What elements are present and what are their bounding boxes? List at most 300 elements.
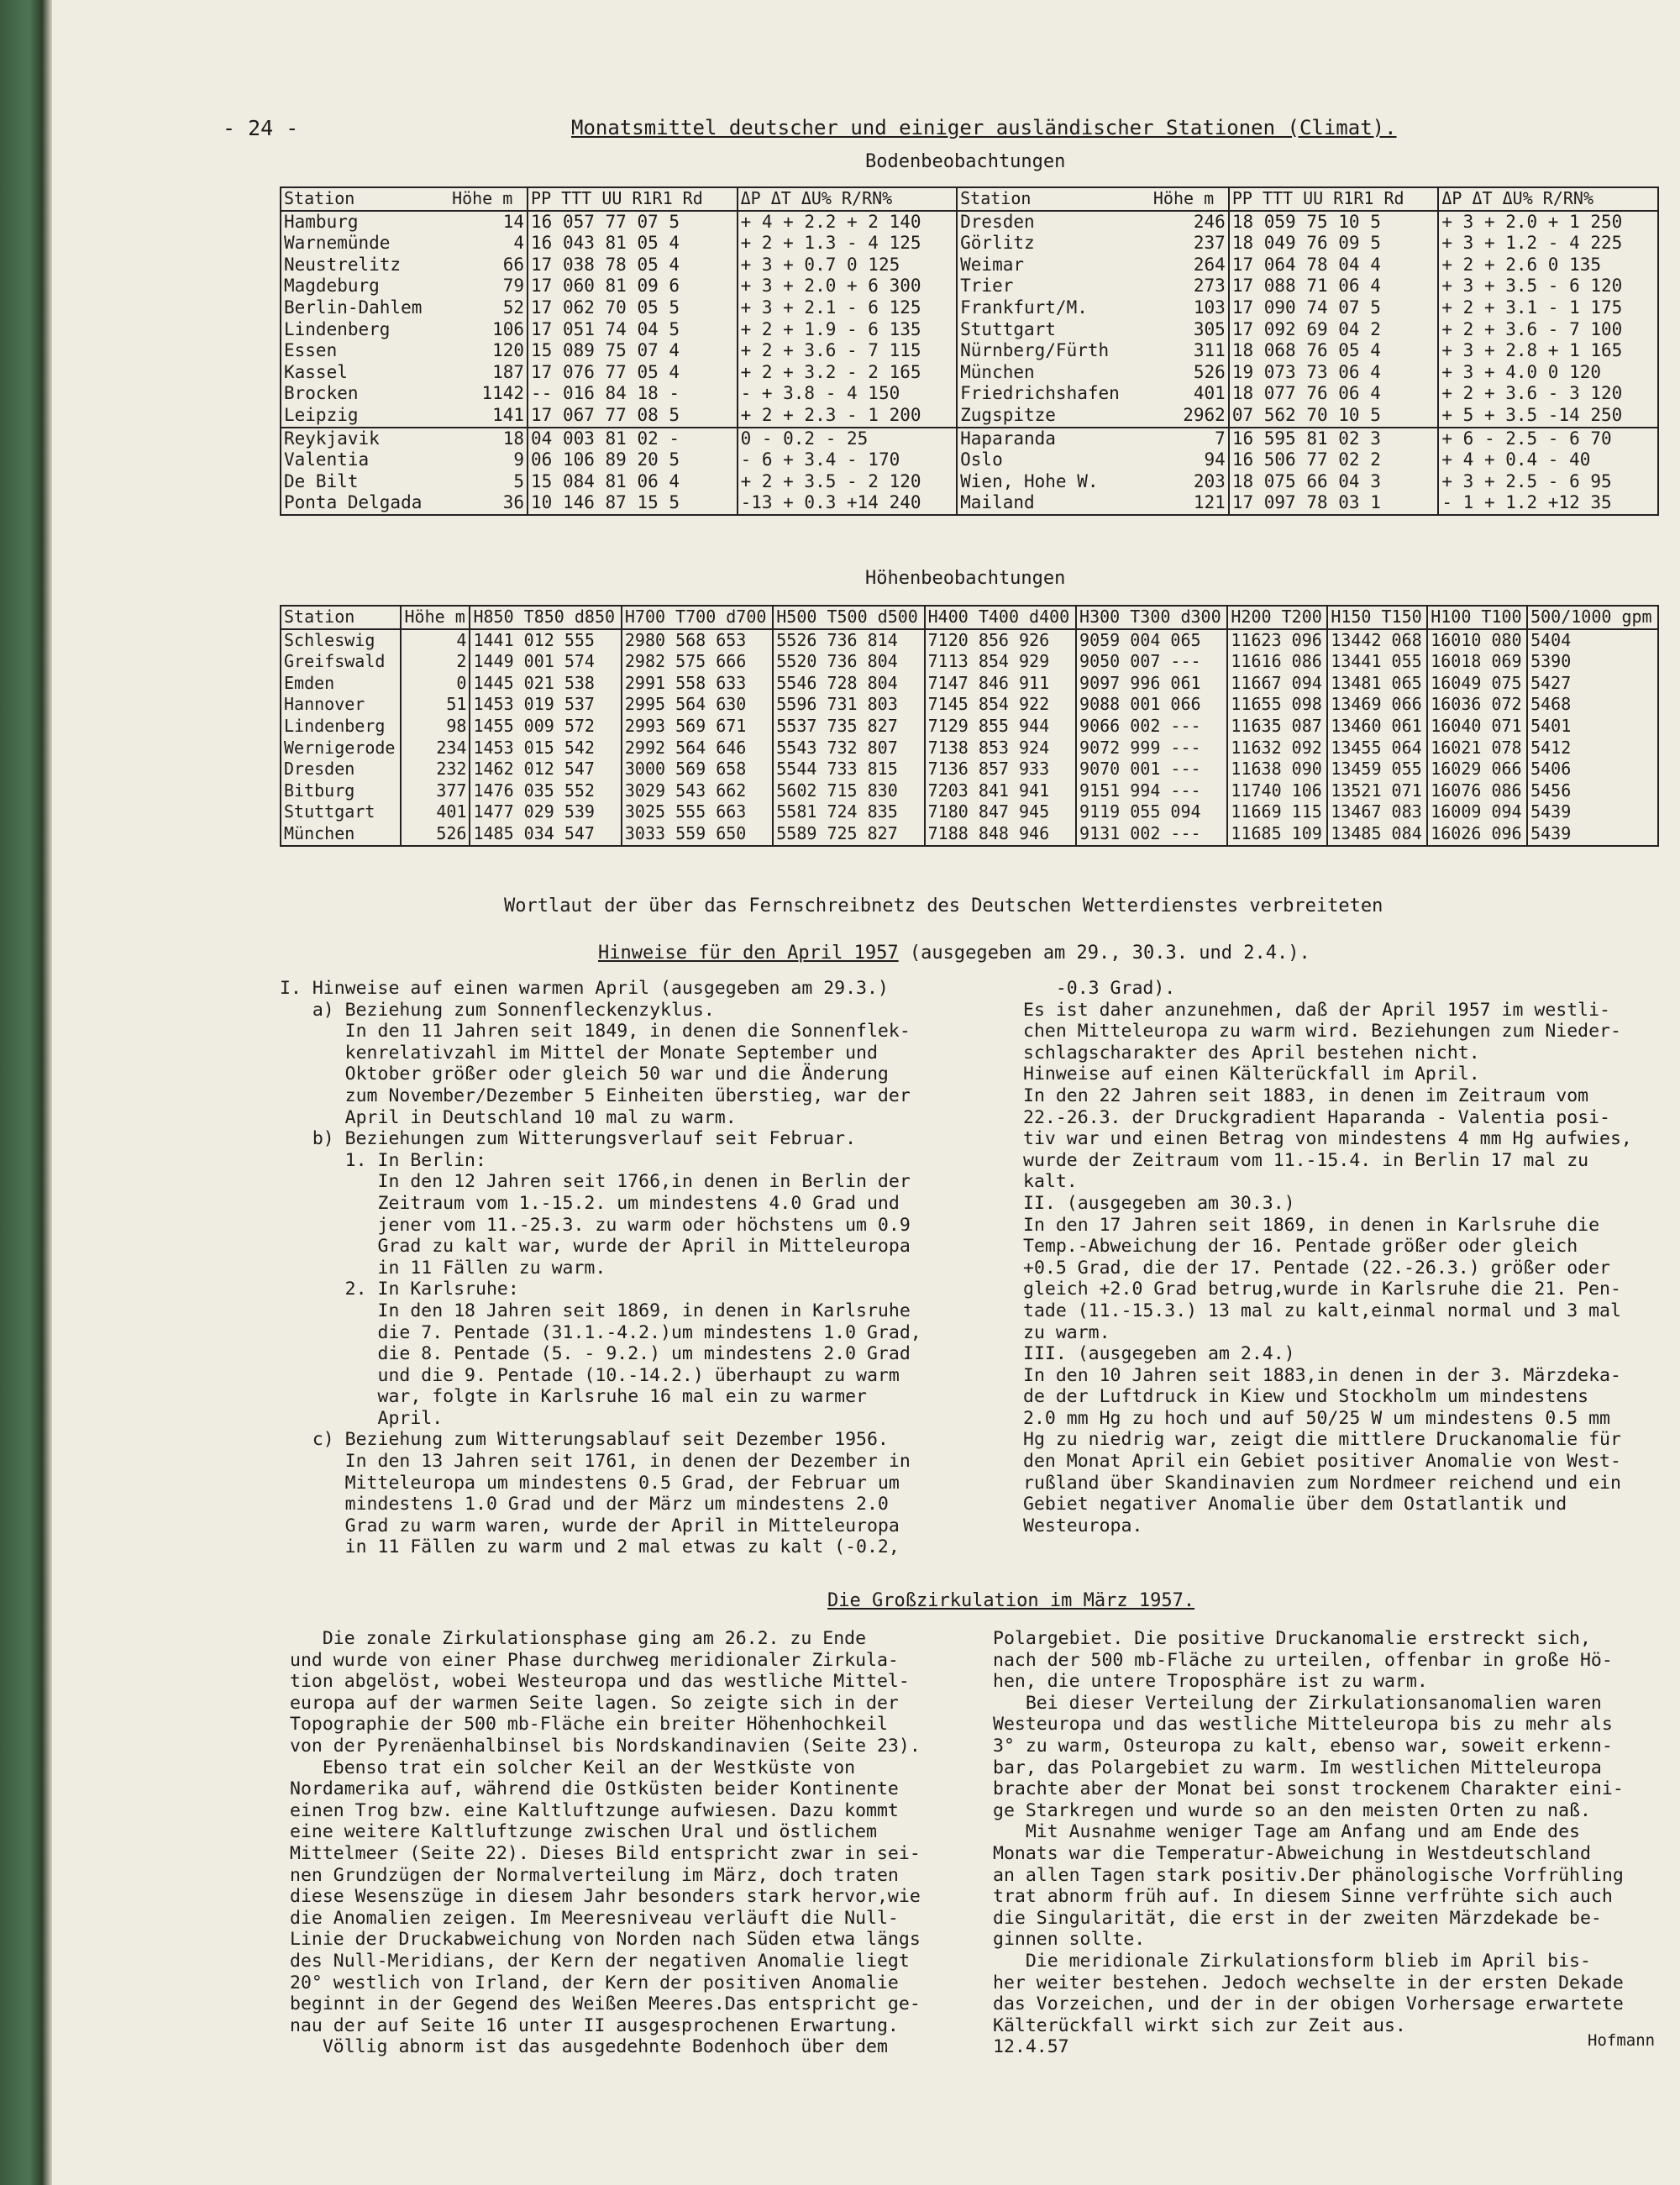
table-cell: 11655 098 — [1227, 694, 1327, 716]
upper-air-table — [280, 605, 1659, 847]
hinweise-date: (ausgegeben am 29., 30.3. und 2.4.). — [909, 943, 1310, 964]
text-line: Es ist daher anzunehmen, daß der April 1957 im westli- — [1023, 999, 1610, 1021]
header-delta: ΔP ΔT ΔU% R/RN% — [738, 187, 958, 211]
text-line: Nordamerika auf, während die Ostküsten beider Kontinente — [290, 1778, 899, 1800]
upper-heading: Höhenbeobachtungen — [865, 568, 1066, 589]
text-line: April. — [280, 1407, 444, 1429]
table-cell: Brocken — [284, 383, 359, 404]
table-row — [281, 233, 1658, 255]
text-line: 20° westlich von Irland, der Kern der positiven Anomalie — [290, 1972, 899, 1993]
table-cell: 18 077 76 06 4 — [1229, 383, 1439, 405]
table-cell: 98 — [401, 716, 470, 738]
header-cell: H300 T300 d300 — [1076, 606, 1227, 629]
text-line: In den 22 Jahren seit 1883, in denen im Zeitraum vom — [1023, 1085, 1589, 1106]
table-row — [281, 297, 1658, 319]
header-station: Station — [281, 187, 449, 211]
table-cell: Ponta Delgada — [284, 492, 423, 513]
table-cell: 2992 564 646 — [622, 738, 773, 759]
table-cell: 52 — [502, 297, 525, 318]
table-cell: 9131 002 --- — [1076, 823, 1227, 846]
table-cell: 9070 001 --- — [1076, 759, 1227, 780]
table-cell: + 2 + 3.6 - 3 120 — [1438, 383, 1658, 405]
header-cell: Station — [281, 606, 401, 629]
table-cell: Bitburg — [284, 780, 355, 801]
table-cell: + 2 + 3.5 - 2 120 — [738, 471, 958, 493]
table-row — [281, 428, 1658, 450]
table-cell: 7180 847 945 — [925, 801, 1076, 823]
table-cell: De Bilt — [284, 470, 359, 491]
table-cell: 11667 094 — [1227, 673, 1327, 695]
text-line: Grad zu kalt war, wurde der April in Mitteleuropa — [280, 1236, 911, 1258]
table-cell: + 2 + 3.6 - 7 100 — [1438, 319, 1658, 341]
table-row — [281, 694, 1658, 716]
table-cell: 18 075 66 04 3 — [1229, 471, 1439, 493]
table-cell: 273 — [1193, 276, 1226, 297]
table-cell: 120 — [492, 340, 525, 361]
text-line: -0.3 Grad). — [1023, 978, 1176, 999]
table-cell: 9097 996 061 — [1076, 673, 1227, 695]
table-cell: 9059 004 065 — [1076, 629, 1227, 652]
text-line: Völlig abnorm ist das ausgedehnte Bodenhoch über dem — [290, 2036, 888, 2058]
text-line: schlagscharakter des April bestehen nicht. — [1023, 1042, 1480, 1064]
table-cell: 17 090 74 07 5 — [1229, 297, 1439, 319]
text-line: Temp.-Abweichung der 16. Pentade größer oder gleich — [1023, 1236, 1578, 1258]
table-cell: 18 049 76 09 5 — [1229, 233, 1439, 255]
table-cell: Dresden — [284, 759, 355, 780]
header-cell: H500 T500 d500 — [773, 606, 924, 629]
table-cell: - 6 + 3.4 - 170 — [738, 449, 958, 471]
table-cell: 17 064 78 04 4 — [1229, 255, 1439, 276]
table-cell: 17 062 70 05 5 — [528, 297, 738, 319]
text-line: diese Wesenszüge in diesem Jahr besonders stark hervor,wie — [290, 1886, 921, 1908]
text-line: rußland über Skandinavien zum Nordmeer reichend und ein — [1023, 1472, 1621, 1494]
table-cell: 11635 087 — [1227, 716, 1327, 738]
header-station-right: Station — [957, 187, 1151, 211]
text-line: her weiter bestehen. Jedoch wechselte in der ersten Dekade — [993, 1972, 1624, 1993]
table-cell: 3033 559 650 — [622, 823, 773, 846]
text-line: gleich +2.0 Grad betrug,wurde in Karlsruhe die 21. Pen- — [1023, 1279, 1621, 1300]
table-cell: 36 — [502, 492, 525, 513]
header-cell: H100 T100 — [1427, 606, 1527, 629]
text-line: 1. In Berlin: — [280, 1149, 486, 1171]
page-title: Monatsmittel deutscher und einiger ausländischer Stationen (Climat). — [571, 116, 1397, 139]
table-cell: 5537 735 827 — [773, 716, 924, 738]
table-cell: Reykjavik — [281, 428, 449, 450]
table-row — [281, 449, 1658, 471]
table-cell: Lindenberg — [284, 318, 391, 339]
table-cell: Valentia — [284, 449, 370, 470]
text-line: wurde der Zeitraum vom 11.-15.4. in Berlin 17 mal zu — [1023, 1149, 1589, 1171]
table-cell: 9050 007 --- — [1076, 651, 1227, 673]
table-cell: 16 057 77 07 5 — [528, 211, 738, 234]
table-cell: 9072 999 --- — [1076, 738, 1227, 759]
text-line: Polargebiet. Die positive Druckanomalie erstreckt sich, — [993, 1628, 1591, 1649]
text-line: 2. In Karlsruhe: — [280, 1279, 519, 1300]
table-cell: 16010 080 — [1427, 629, 1527, 652]
text-line: tade (11.-15.3.) 13 mal zu kalt,einmal normal und 3 mal — [1023, 1300, 1621, 1321]
text-line: eine weitere Kaltluftzunge zwischen Ural und östlichem — [290, 1821, 877, 1843]
table-row — [281, 319, 1658, 341]
text-line: bar, das Polargebiet zu warm. Im westlichen Mitteleuropa — [993, 1757, 1602, 1778]
table-cell: Berlin-Dahlem — [284, 297, 423, 318]
table-cell: 13467 083 — [1327, 801, 1427, 823]
text-line: tiv war und einen Betrag von mindestens 4 mm Hg aufwies, — [1023, 1128, 1632, 1150]
table-cell: 2982 575 666 — [622, 651, 773, 673]
table-cell: München — [957, 362, 1151, 384]
text-line: in 11 Fällen zu warm. — [280, 1257, 606, 1279]
table-row — [281, 276, 1658, 297]
table-cell: Weimar — [957, 255, 1151, 276]
table-row — [281, 716, 1658, 738]
header-cell: H400 T400 d400 — [925, 606, 1076, 629]
table-cell: 11623 096 — [1227, 629, 1327, 652]
table-cell: Mailand — [957, 492, 1151, 515]
text-line: beginnt in der Gegend des Weißen Meeres.Das entspricht ge- — [290, 1993, 921, 2015]
header-cell: H150 T150 — [1327, 606, 1427, 629]
table-cell: + 2 + 2.6 0 135 — [1438, 255, 1658, 276]
table-cell: Frankfurt/M. — [957, 297, 1151, 319]
table-cell: Zugspitze — [957, 405, 1151, 428]
table-cell: -- 016 84 18 - — [528, 383, 738, 405]
table-row — [281, 823, 1658, 846]
table-cell: 5427 — [1527, 673, 1658, 695]
header-cell: H850 T850 d850 — [470, 606, 621, 629]
table-cell: 66 — [502, 254, 525, 275]
table-cell: 14 — [502, 211, 525, 232]
text-line: 12.4.57 — [993, 2036, 1069, 2058]
text-line: In den 13 Jahren seit 1761, in denen der Dezember in — [280, 1451, 911, 1473]
text-line: +0.5 Grad, die der 17. Pentade (22.-26.3.) größer oder — [1023, 1257, 1610, 1279]
text-line: 2.0 mm Hg zu hoch und auf 50/25 W um mindestens 0.5 mm — [1023, 1407, 1610, 1429]
table-row — [281, 759, 1658, 780]
table-cell: 16 595 81 02 3 — [1229, 428, 1439, 450]
table-cell: 17 076 77 05 4 — [528, 362, 738, 384]
text-line: europa auf der warmen Seite lagen. So zeigte sich in der — [290, 1692, 899, 1714]
table-cell: + 3 + 3.5 - 6 120 — [1438, 276, 1658, 297]
table-cell: Wernigerode — [284, 737, 396, 758]
table-row — [281, 362, 1658, 384]
table-cell: 16029 066 — [1427, 759, 1527, 780]
table-cell: 232 — [401, 759, 470, 780]
table-cell: + 3 + 2.8 + 1 165 — [1438, 340, 1658, 362]
table-cell: 5404 — [1527, 629, 1658, 652]
table-cell: 17 088 71 06 4 — [1229, 276, 1439, 297]
table-cell: 5456 — [1527, 780, 1658, 802]
table-cell: Haparanda — [957, 428, 1151, 450]
table-cell: 141 — [492, 404, 525, 425]
table-cell: + 3 + 2.1 - 6 125 — [738, 297, 958, 319]
table-cell: 234 — [401, 738, 470, 759]
table-cell: Hamburg — [284, 211, 359, 232]
text-line: b) Beziehungen zum Witterungsverlauf seit Februar. — [280, 1128, 857, 1150]
table-cell: + 2 + 3.6 - 7 115 — [738, 340, 958, 362]
table-cell: + 2 + 1.3 - 4 125 — [738, 233, 958, 255]
table-cell: Essen — [284, 340, 338, 361]
table-cell: Dresden — [957, 211, 1151, 234]
table-cell: 1449 001 574 — [470, 651, 621, 673]
table-cell: 16049 075 — [1427, 673, 1527, 695]
header-cell: H700 T700 d700 — [622, 606, 773, 629]
text-line: Ebenso trat ein solcher Keil an der Westküste von — [290, 1757, 856, 1778]
table-cell: 13481 065 — [1327, 673, 1427, 695]
table-cell: Kassel — [284, 361, 348, 382]
table-cell: 1445 021 538 — [470, 673, 621, 695]
table-cell: 121 — [1193, 492, 1226, 513]
text-line: des Null-Meridians, der Kern der negativen Anomalie liegt — [290, 1950, 910, 1972]
table-cell: 5401 — [1527, 716, 1658, 738]
table-cell: 106 — [492, 318, 525, 339]
table-cell: 1485 034 547 — [470, 823, 621, 846]
table-cell: + 3 + 2.5 - 6 95 — [1438, 471, 1658, 493]
table-cell: + 4 + 2.2 + 2 140 — [738, 211, 958, 234]
table-row — [281, 651, 1658, 673]
grosszirkulation-title: Die Großzirkulation im März 1957. — [827, 1590, 1195, 1611]
table-cell: 2993 569 671 — [622, 716, 773, 738]
text-line: und wurde von einer Phase durchweg meridionaler Zirkula- — [290, 1649, 899, 1671]
table-row — [281, 255, 1658, 276]
table-cell: 305 — [1193, 318, 1226, 339]
text-line: zum November/Dezember 5 Einheiten überstieg, war der — [280, 1085, 911, 1106]
table-cell: 7113 854 929 — [925, 651, 1076, 673]
text-line: II. (ausgegeben am 30.3.) — [1023, 1192, 1295, 1214]
table-cell: 311 — [1193, 340, 1226, 361]
table-cell: 17 092 69 04 2 — [1229, 319, 1439, 341]
table-cell: 5543 732 807 — [773, 738, 924, 759]
table-cell: 11638 090 — [1227, 759, 1327, 780]
table-cell: 18 — [449, 428, 528, 450]
table-cell: 4 — [401, 629, 470, 652]
table-cell: 2991 558 633 — [622, 673, 773, 695]
text-line: an allen Tagen stark positiv.Der phänologische Vorfrühling — [993, 1864, 1624, 1886]
table-cell: Görlitz — [957, 233, 1151, 255]
table-cell: München — [284, 822, 355, 843]
table-cell: 5589 725 827 — [773, 823, 924, 846]
table-row — [281, 492, 1658, 515]
table-cell: 16018 069 — [1427, 651, 1527, 673]
table-cell: 5520 736 804 — [773, 651, 924, 673]
wortlaut-line: Wortlaut der über das Fernschreibnetz des Deutschen Wetterdienstes verbreiteten — [504, 896, 1383, 917]
table-cell: 16021 078 — [1427, 738, 1527, 759]
table-cell: Greifswald — [284, 651, 386, 672]
table-cell: 18 059 75 10 5 — [1229, 211, 1439, 234]
text-line: Oktober größer oder gleich 50 war und die Änderung — [280, 1064, 889, 1085]
table-cell: 16 043 81 05 4 — [528, 233, 738, 255]
header-cell: H200 T200 — [1227, 606, 1327, 629]
text-line: war, folgte in Karlsruhe 16 mal ein zu warmer — [280, 1386, 867, 1408]
table-cell: 1453 015 542 — [470, 738, 621, 759]
table-cell: 1142 — [481, 383, 525, 404]
table-cell: 5390 — [1527, 651, 1658, 673]
text-line: mindestens 1.0 Grad und der März um mindestens 2.0 — [280, 1494, 889, 1515]
table-cell: 1477 029 539 — [470, 801, 621, 823]
table-cell: 203 — [1193, 470, 1226, 491]
table-cell: 5544 733 815 — [773, 759, 924, 780]
table-row — [281, 211, 1658, 234]
table-cell: 13521 071 — [1327, 780, 1427, 802]
table-cell: 13485 084 — [1327, 823, 1427, 846]
table-cell: 11632 092 — [1227, 738, 1327, 759]
text-line: Linie der Druckabweichung von Norden nach Süden etwa längs — [290, 1929, 921, 1951]
table-cell: 16009 094 — [1427, 801, 1527, 823]
text-line: zu warm. — [1023, 1321, 1110, 1343]
header-pp: PP TTT UU R1R1 Rd — [528, 187, 738, 211]
table-cell: 3000 569 658 — [622, 759, 773, 780]
header-delta-right: ΔP ΔT ΔU% R/RN% — [1438, 187, 1658, 211]
table-cell: 7203 841 941 — [925, 780, 1076, 802]
text-line: Hinweise auf einen Kälterückfall im April. — [1023, 1064, 1480, 1085]
text-line: ge Starkregen und wurde so an den meisten Orten zu naß. — [993, 1799, 1591, 1821]
table-row — [281, 383, 1658, 405]
table-cell: 15 084 81 06 4 — [528, 471, 738, 493]
table-cell: + 3 + 4.0 0 120 — [1438, 362, 1658, 384]
table-cell: 1462 012 547 — [470, 759, 621, 780]
table-cell: 187 — [492, 361, 525, 382]
table-cell: 07 562 70 10 5 — [1229, 405, 1439, 428]
table-cell: 5546 728 804 — [773, 673, 924, 695]
header-hoehe-right: Höhe m — [1151, 187, 1229, 211]
table-cell: 11616 086 — [1227, 651, 1327, 673]
table-cell: 18 068 76 05 4 — [1229, 340, 1439, 362]
table-cell: + 4 + 0.4 - 40 — [1438, 449, 1658, 471]
header-cell: 500/1000 gpm — [1527, 606, 1658, 629]
hinweise-right-column — [1023, 978, 1632, 1536]
book-binding — [0, 0, 52, 2185]
table-cell: Stuttgart — [284, 801, 375, 822]
text-line: chen Mitteleuropa zu warm wird. Beziehungen zum Nieder- — [1023, 1021, 1621, 1043]
table-cell: 11685 109 — [1227, 823, 1327, 846]
header-cell: Höhe m — [401, 606, 470, 629]
table-cell: 9119 055 094 — [1076, 801, 1227, 823]
table-cell: 5468 — [1527, 694, 1658, 716]
table-cell: 4 — [513, 233, 525, 254]
table-row — [281, 629, 1658, 652]
table-cell: 401 — [1193, 383, 1226, 404]
text-line: einen Trog bzw. eine Kaltluftzunge aufwiesen. Dazu kommt — [290, 1799, 899, 1821]
text-line: 3° zu warm, Osteuropa zu kalt, ebenso war, soweit erkenn- — [993, 1735, 1613, 1757]
hinweise-heading — [598, 943, 1310, 964]
text-line: Topographie der 500 mb-Fläche ein breiter Höhenhochkeil — [290, 1714, 888, 1736]
table-cell: 13459 055 — [1327, 759, 1427, 780]
table-cell: 17 038 78 05 4 — [528, 255, 738, 276]
table-cell: 5406 — [1527, 759, 1658, 780]
table-cell: - 1 + 1.2 +12 35 — [1438, 492, 1658, 515]
text-line: in 11 Fällen zu warm und 2 mal etwas zu kalt (-0.2, — [280, 1536, 900, 1558]
table-cell: 5526 736 814 — [773, 629, 924, 652]
table-cell: 51 — [401, 694, 470, 716]
signature: Hofmann — [1588, 2031, 1656, 2050]
table-row — [281, 340, 1658, 362]
table-cell: 10 146 87 15 5 — [528, 492, 738, 515]
table-cell: 246 — [1193, 211, 1226, 232]
text-line: Westeuropa und das westliche Mitteleuropa bis zu mehr als — [993, 1714, 1613, 1736]
table-cell: + 3 + 2.0 + 6 300 — [738, 276, 958, 297]
table-cell: 9 — [513, 449, 525, 470]
text-line: Westeuropa. — [1023, 1515, 1143, 1536]
text-line: Zeitraum vom 1.-15.2. um mindestens 4.0 Grad und — [280, 1192, 900, 1214]
table-cell: 2995 564 630 — [622, 694, 773, 716]
table-cell: 3029 543 662 — [622, 780, 773, 802]
header-hoehe: Höhe m — [449, 187, 528, 211]
table-cell: 237 — [1193, 233, 1226, 254]
text-line: In den 11 Jahren seit 1849, in denen die Sonnenflek- — [280, 1021, 911, 1043]
table-cell: Hannover — [284, 694, 365, 715]
table-cell: 0 - 0.2 - 25 — [738, 428, 958, 450]
table-cell: Stuttgart — [957, 319, 1151, 341]
text-line: ginnen sollte. — [993, 1929, 1146, 1951]
text-line: Kälterückfall wirkt sich zur Zeit aus. — [993, 2014, 1406, 2036]
text-line: Mittelmeer (Seite 22). Dieses Bild entspricht zwar in sei- — [290, 1842, 921, 1864]
table-cell: 17 067 77 08 5 — [528, 405, 738, 428]
text-line: In den 10 Jahren seit 1883,in denen in der 3. Märzdeka- — [1023, 1364, 1621, 1386]
table-cell: 103 — [1193, 297, 1226, 318]
table-cell: Trier — [957, 276, 1151, 297]
table-cell: 7129 855 944 — [925, 716, 1076, 738]
table-cell: + 5 + 3.5 -14 250 — [1438, 405, 1658, 428]
table-cell: + 3 + 0.7 0 125 — [738, 255, 958, 276]
hinweise-title: Hinweise für den April 1957 — [598, 943, 899, 964]
table-cell: 16036 072 — [1427, 694, 1527, 716]
table-cell: 1476 035 552 — [470, 780, 621, 802]
table-cell: 17 051 74 04 5 — [528, 319, 738, 341]
text-line: Mit Ausnahme weniger Tage am Anfang und am Ende des — [993, 1821, 1580, 1843]
table-row — [281, 780, 1658, 802]
text-line: von der Pyrenäenhalbinsel bis Nordskandinavien (Seite 23). — [290, 1735, 921, 1757]
text-line: c) Beziehung zum Witterungsablauf seit Dezember 1956. — [280, 1429, 889, 1451]
table-cell: 2 — [401, 651, 470, 673]
text-line: April in Deutschland 10 mal zu warm. — [280, 1106, 737, 1128]
table-cell: 06 106 89 20 5 — [528, 449, 738, 471]
table-cell: Schleswig — [284, 629, 375, 650]
table-cell: 7188 848 946 — [925, 823, 1076, 846]
text-line: 22.-26.3. der Druckgradient Haparanda - Valentia posi- — [1023, 1106, 1610, 1128]
text-line: brachte aber der Monat bei sonst trockenem Charakter eini- — [993, 1778, 1624, 1800]
table-cell: + 2 + 2.3 - 1 200 — [738, 405, 958, 428]
table-cell: 7120 856 926 — [925, 629, 1076, 652]
table-cell: 2980 568 653 — [622, 629, 773, 652]
text-line: In den 12 Jahren seit 1766,in denen in Berlin der — [280, 1171, 911, 1193]
table-cell: -13 + 0.3 +14 240 — [738, 492, 958, 515]
table-cell: 11669 115 — [1227, 801, 1327, 823]
text-line: die Anomalien zeigen. Im Meeresniveau verläuft die Null- — [290, 1907, 899, 1929]
table-cell: + 6 - 2.5 - 6 70 — [1438, 428, 1658, 450]
table-cell: 7145 854 922 — [925, 694, 1076, 716]
table-cell: 16076 086 — [1427, 780, 1527, 802]
text-line: a) Beziehung zum Sonnenfleckenzyklus. — [280, 999, 715, 1021]
table-cell: 3025 555 663 — [622, 801, 773, 823]
table-cell: 17 060 81 09 6 — [528, 276, 738, 297]
table-cell: 13469 066 — [1327, 694, 1427, 716]
text-line: hen, die untere Troposphäre ist zu warm. — [993, 1671, 1428, 1693]
table-cell: 17 097 78 03 1 — [1229, 492, 1439, 515]
table-cell: 16 506 77 02 2 — [1229, 449, 1439, 471]
text-line: Grad zu warm waren, wurde der April in Mitteleuropa — [280, 1515, 900, 1536]
table-cell: 7136 857 933 — [925, 759, 1076, 780]
table-cell: 13460 061 — [1327, 716, 1427, 738]
text-line: nach der 500 mb-Fläche zu urteilen, offenbar in große Hö- — [993, 1649, 1613, 1671]
text-line: Hg zu niedrig war, zeigt die mittlere Druckanomalie für — [1023, 1429, 1621, 1451]
table-cell: + 2 + 3.1 - 1 175 — [1438, 297, 1658, 319]
table-cell: 5412 — [1527, 738, 1658, 759]
surface-heading: Bodenbeobachtungen — [865, 151, 1066, 172]
text-line: und die 9. Pentade (10.-14.2.) überhaupt zu warm — [280, 1364, 900, 1386]
table-cell: 16026 096 — [1427, 823, 1527, 846]
table-cell: 1441 012 555 — [470, 629, 621, 652]
table-cell: 5596 731 803 — [773, 694, 924, 716]
text-line: I. Hinweise auf einen warmen April (ausgegeben am 29.3.) — [280, 978, 889, 999]
table-cell: 526 — [1193, 361, 1226, 382]
table-cell: Warnemünde — [284, 233, 391, 254]
table-cell: + 2 + 3.2 - 2 165 — [738, 362, 958, 384]
